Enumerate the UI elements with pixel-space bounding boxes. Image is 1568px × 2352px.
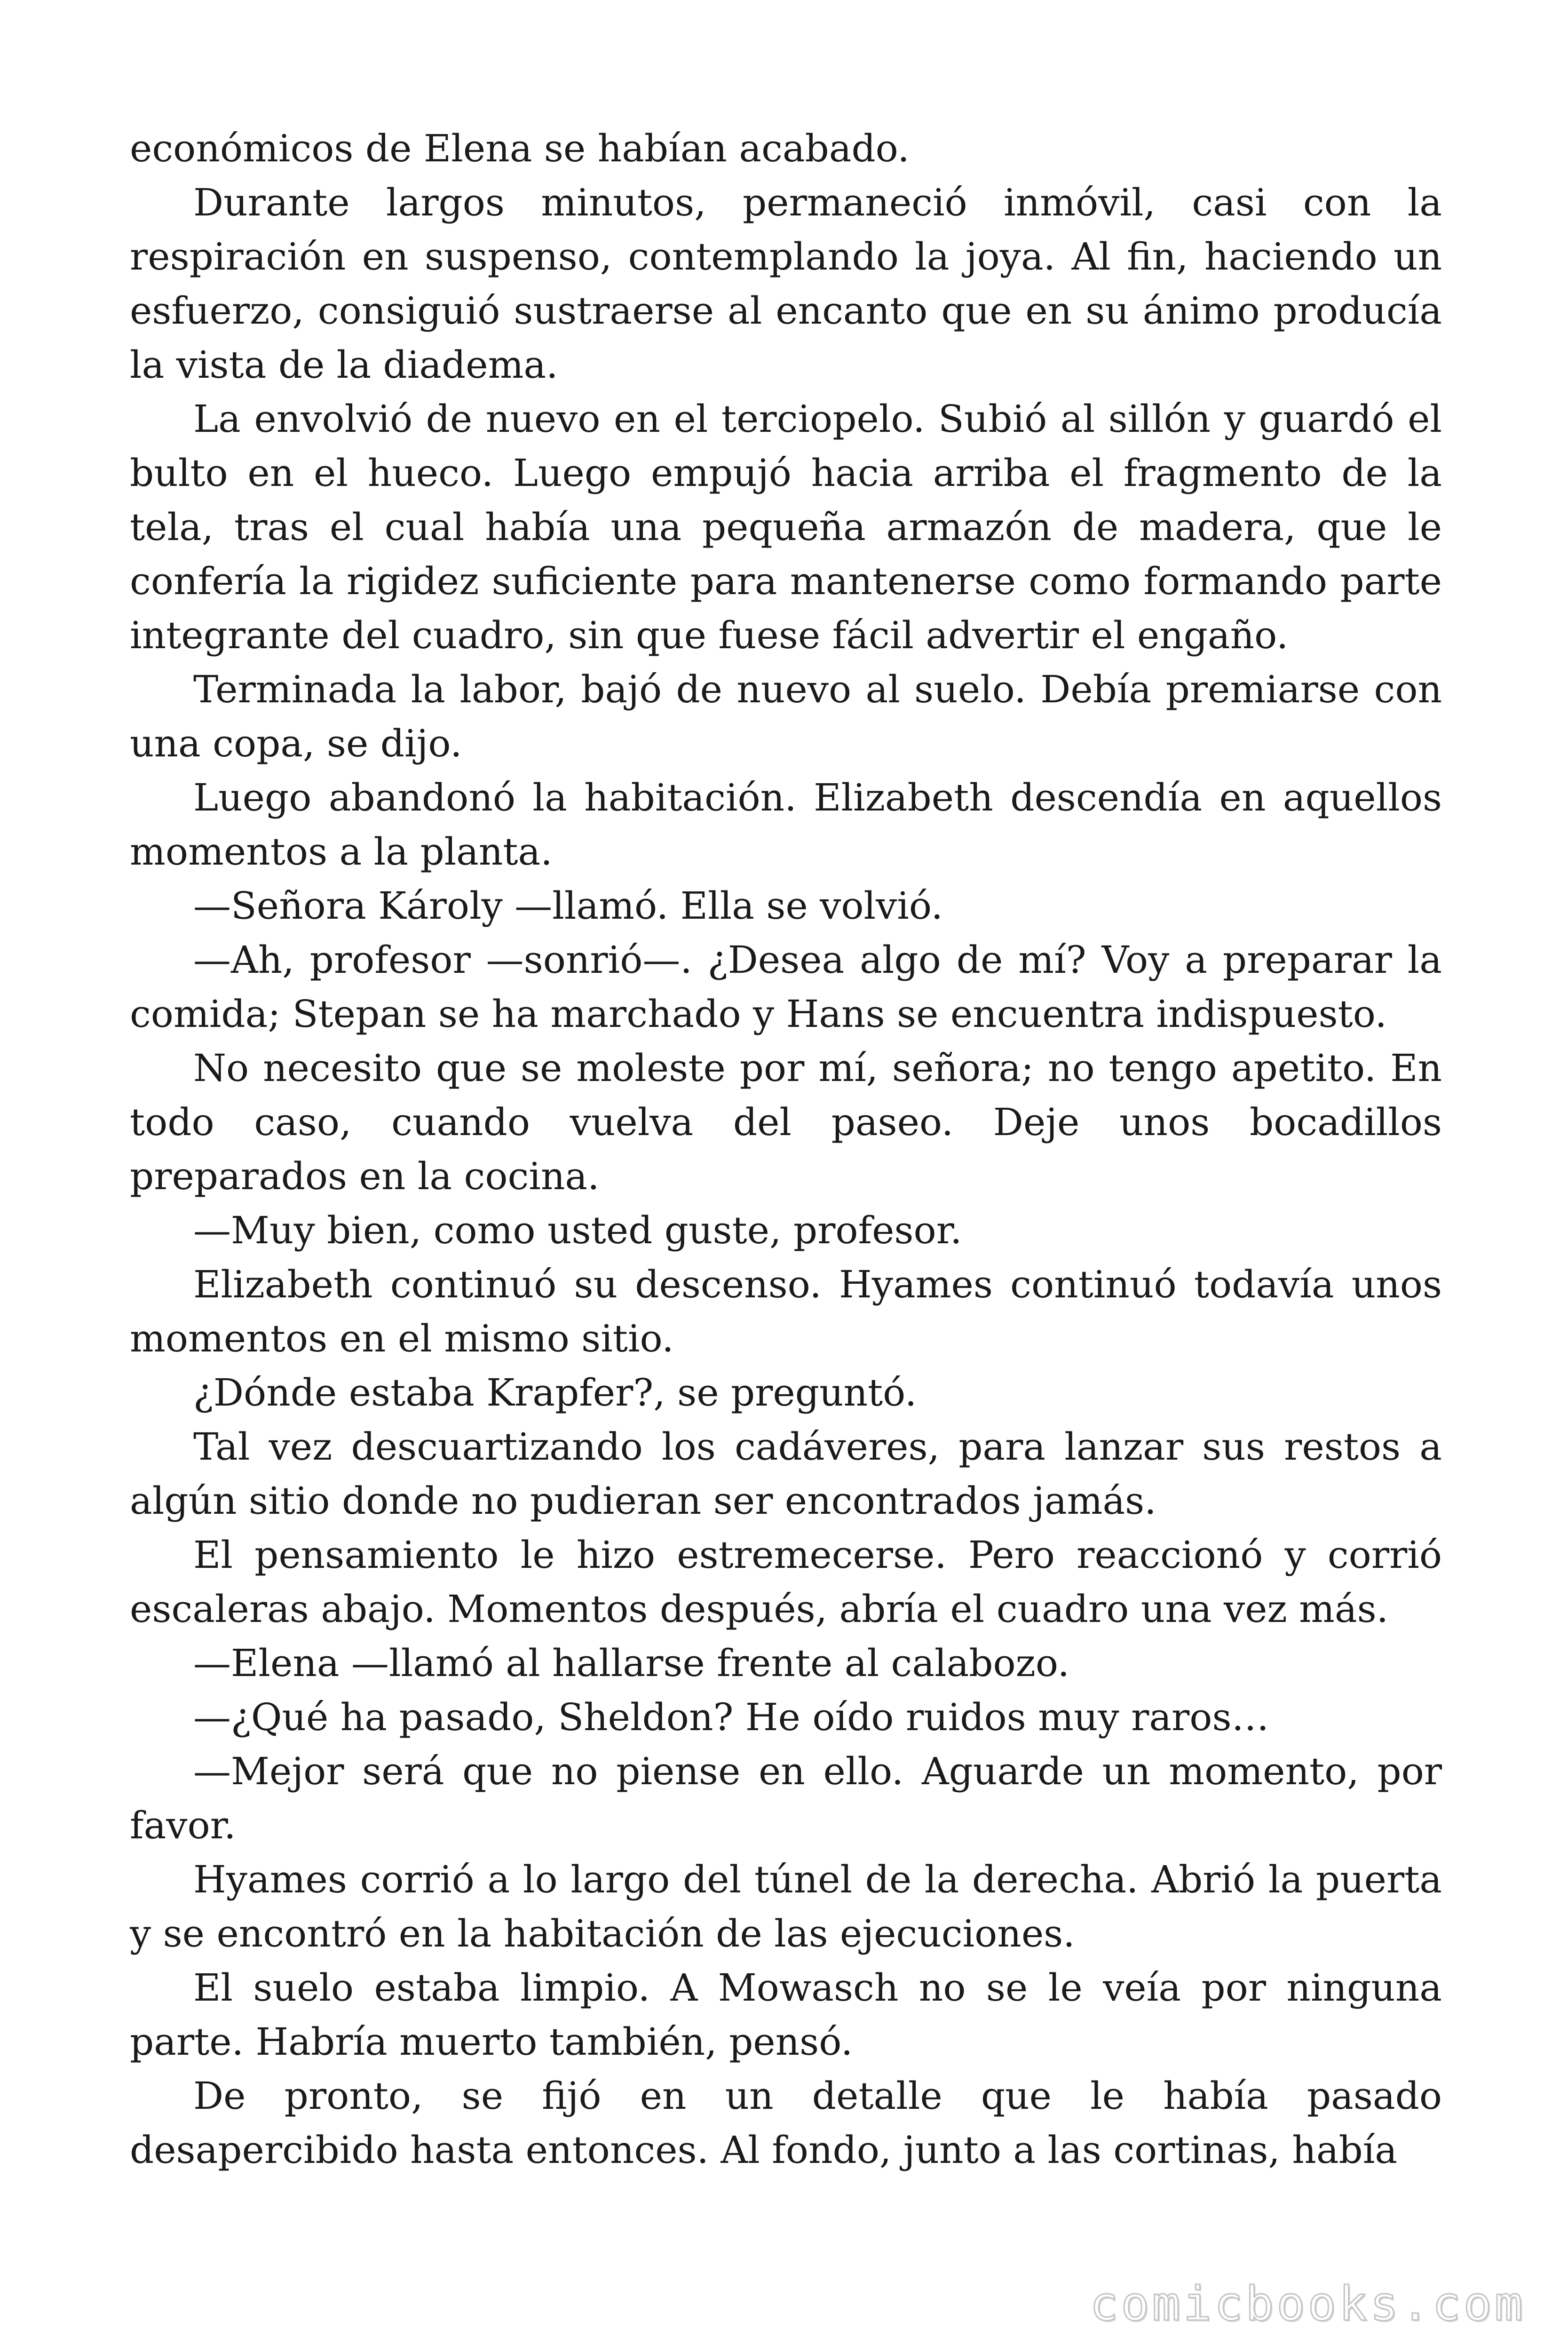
paragraph: —Señora Károly —llamó. Ella se volvió. xyxy=(193,884,943,928)
paragraph: —Mejor será que no piense en ello. Aguarde un momento, por favor. xyxy=(130,1749,1442,1847)
paragraph: Luego abandonó la habitación. Elizabeth descendía en aquellos momentos a la planta. xyxy=(130,776,1442,874)
paragraph: Terminada la labor, bajó de nuevo al suelo. Debía premiarse con una copa, se dijo. xyxy=(130,667,1442,765)
paragraph: No necesito que se moleste por mí, señora; no tengo apetito. En todo caso, cuando vuelva del paseo. Deje unos bocadillos preparados en la cocina. xyxy=(130,1046,1442,1198)
paragraph: Durante largos minutos, permaneció inmóvil, casi con la respiración en suspenso, contemplando la joya. Al fin, haciendo un esfuerzo, consiguió sustraerse al encanto que en su ánimo producía la vista de la diadema. xyxy=(130,181,1442,387)
paragraph: Elizabeth continuó su descenso. Hyames continuó todavía unos momentos en el mismo sitio. xyxy=(130,1263,1442,1360)
paragraph: —Ah, profesor —sonrió—. ¿Desea algo de mí? Voy a preparar la comida; Stepan se ha marchado y Hans se encuentra indispuesto. xyxy=(130,938,1442,1036)
paragraph: —¿Qué ha pasado, Sheldon? He oído ruidos muy raros… xyxy=(193,1695,1269,1739)
paragraph: ¿Dónde estaba Krapfer?, se preguntó. xyxy=(193,1371,917,1414)
paragraph: El suelo estaba limpio. A Mowasch no se le veía por ninguna parte. Habría muerto también, pensó. xyxy=(130,1966,1442,2064)
paragraph: —Muy bien, como usted guste, profesor. xyxy=(193,1208,962,1252)
paragraph: económicos de Elena se habían acabado. xyxy=(130,127,910,170)
watermark-logo: comicbooks.com xyxy=(1090,2276,1526,2331)
paragraph: —Elena —llamó al hallarse frente al calabozo. xyxy=(193,1641,1070,1685)
paragraph: El pensamiento le hizo estremecerse. Pero reaccionó y corrió escaleras abajo. Momentos después, abría el cuadro una vez más. xyxy=(130,1533,1442,1631)
book-page xyxy=(130,121,1442,2177)
paragraph: De pronto, se fijó en un detalle que le había pasado desapercibido hasta entonces. Al fondo, junto a las cortinas, había xyxy=(130,2074,1442,2172)
paragraph: Hyames corrió a lo largo del túnel de la derecha. Abrió la puerta y se encontró en la habitación de las ejecuciones. xyxy=(130,1858,1442,1955)
paragraph: Tal vez descuartizando los cadáveres, para lanzar sus restos a algún sitio donde no pudieran ser encontrados jamás. xyxy=(130,1425,1442,1523)
paragraph: La envolvió de nuevo en el terciopelo. Subió al sillón y guardó el bulto en el hueco. Luego empujó hacia arriba el fragmento de la tela, tras el cual había una pequeña armazón de madera, que le confería la rigidez suficiente para mantenerse como formando parte integrante del cuadro, sin que fuese fácil advertir el engaño. xyxy=(130,397,1442,657)
